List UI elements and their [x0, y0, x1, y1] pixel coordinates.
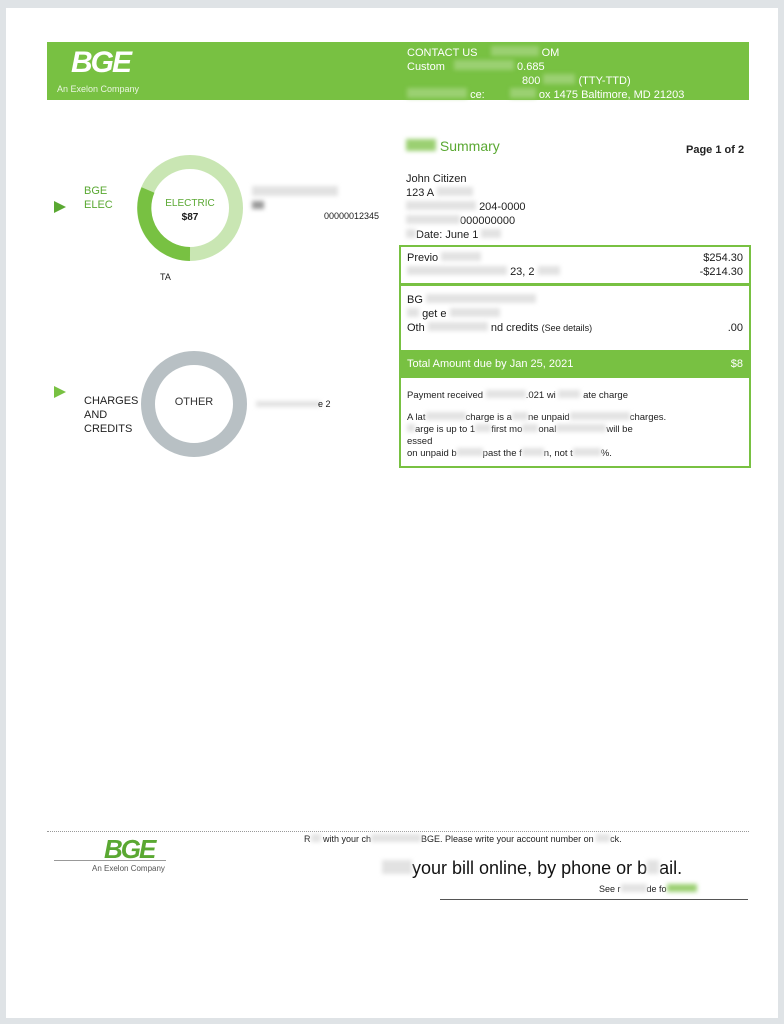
see-details-link[interactable]: (See details) — [541, 323, 593, 333]
payment-amount: -$214.30 — [699, 266, 743, 278]
remit-instructions: R with your ch BGE. Please write your account number on ck. — [304, 834, 622, 844]
other-side-label: CHARGES AND CREDITS — [84, 395, 139, 435]
electric-center-value: $87 — [181, 212, 199, 223]
electric-account-fragment: 00000012345 — [324, 211, 380, 221]
balance-box — [399, 245, 751, 285]
other-charges-amount: .00 — [727, 322, 743, 334]
other-charges-suffix: nd credits — [490, 322, 539, 334]
mail-address: ox 1475 Baltimore, MD 21203 — [538, 89, 685, 101]
tty-number: 800 — [522, 75, 541, 87]
contact-block — [407, 46, 684, 102]
total-due-amount: $8 — [730, 358, 743, 370]
see-reverse-note: See r de fo — [599, 884, 697, 894]
previous-amount: $254.30 — [703, 252, 743, 264]
other-right-fragment: e 2 — [318, 399, 331, 409]
customer-label: Custom — [407, 61, 445, 73]
logo-subtitle: An Exelon Company — [57, 84, 140, 94]
total-due-band — [401, 350, 749, 378]
summary-title: Summary — [406, 138, 500, 154]
footer-bge-logo: BGE — [104, 834, 155, 864]
previous-label: Previo — [407, 252, 439, 264]
other-center-label: OTHER — [174, 396, 214, 408]
mail-label: ce: — [470, 89, 485, 101]
other-arrow-icon — [54, 386, 66, 398]
pay-options-heading: your bill online, by phone or b ail. — [382, 858, 682, 879]
other-donut — [138, 348, 250, 465]
tty-suffix: (TTY-TTD) — [578, 75, 631, 87]
footer-logo-subtitle: An Exelon Company — [92, 864, 165, 873]
page-indicator: Page 1 of 2 — [686, 144, 745, 156]
bge-charges-label: BG — [407, 294, 423, 306]
payment-label: 23, 2 — [510, 266, 535, 278]
payment-notes: Payment received .021 wi ate charge A lat charge is a ne unpaid charges. arge is up to 1 first mo onal will be essed on unpaid b past the f n, not t %. — [407, 390, 667, 459]
contact-title-suffix: OM — [541, 47, 560, 59]
bge-logo: BGE — [71, 46, 131, 79]
customer-name: John Citizen — [406, 173, 467, 185]
electric-below-label: TA — [160, 272, 171, 282]
electric-center-label: ELECTRIC — [165, 198, 215, 209]
contact-title: CONTACT US — [407, 47, 478, 59]
footer-rule — [440, 899, 748, 900]
other-charges-label: Oth — [407, 322, 425, 334]
electric-arrow-icon — [54, 201, 66, 213]
customer-address: John Citizen 123 A 204-0000 000000000 Date: June 1 — [406, 173, 526, 241]
customer-value: 0.685 — [517, 61, 545, 73]
electric-side-label: BGE ELEC — [84, 185, 113, 211]
bill-page — [6, 8, 778, 1018]
header-banner — [47, 42, 749, 100]
charges-box — [399, 284, 751, 468]
electric-donut — [134, 152, 246, 269]
tear-line — [47, 831, 749, 832]
total-due-label: Total Amount due by Jan 25, 2021 — [407, 358, 574, 370]
footer-logo-rule — [54, 860, 166, 861]
target-label: get e — [422, 308, 447, 320]
